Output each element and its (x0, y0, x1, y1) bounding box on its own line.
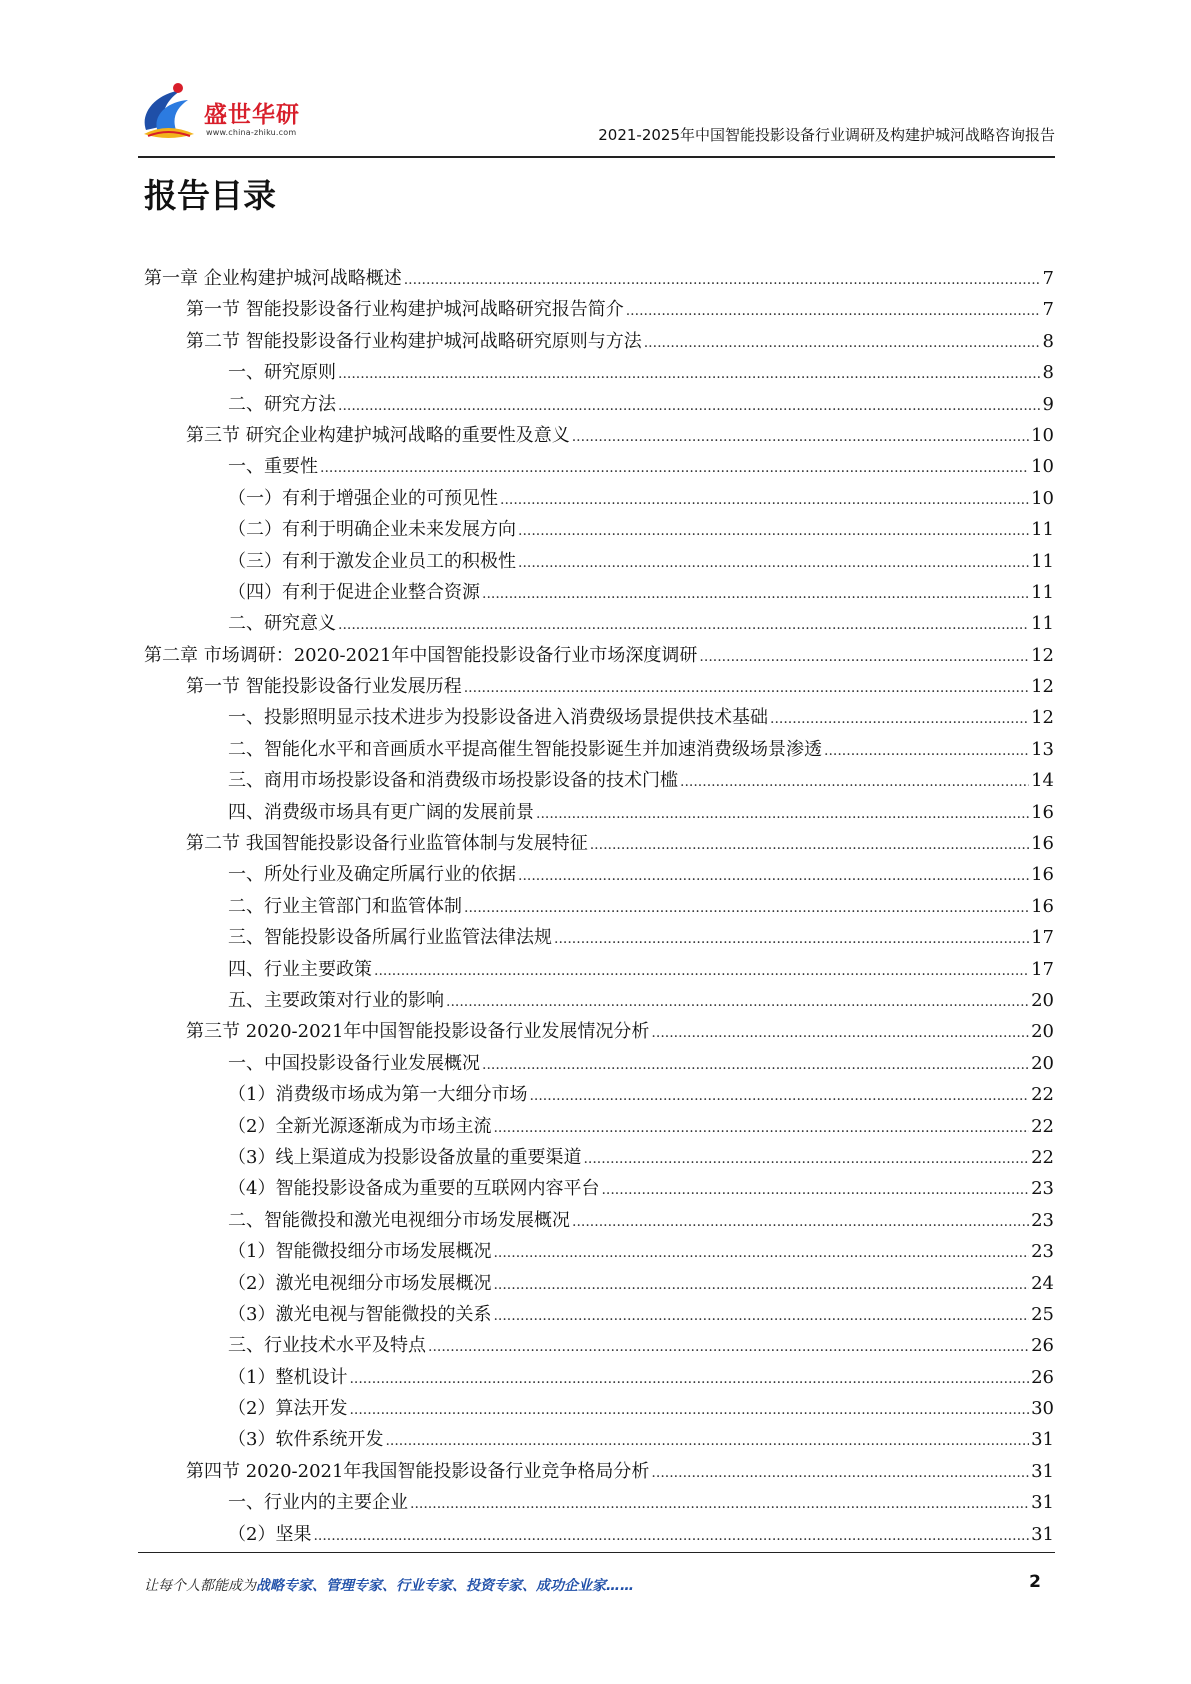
toc-entry-page: 10 (1031, 456, 1054, 478)
toc-entry[interactable] (144, 577, 1054, 608)
toc-entry-page: 16 (1031, 833, 1054, 855)
toc-leader-dots (601, 1175, 1029, 1206)
toc-leader-dots (554, 924, 1029, 955)
toc-leader-dots (493, 1113, 1029, 1144)
toc-entry-page: 20 (1031, 989, 1054, 1011)
footer-slogan (144, 1575, 634, 1595)
toc-leader-dots (651, 1458, 1029, 1489)
toc-entry-label: 三、行业技术水平及特点 (228, 1335, 426, 1357)
toc-entry-label: （2）激光电视细分市场发展概况 (228, 1272, 492, 1294)
toc-leader-dots (320, 453, 1029, 484)
toc-entry-page: 25 (1031, 1303, 1054, 1325)
toc-entry-page: 22 (1031, 1115, 1054, 1137)
toc-leader-dots (518, 516, 1029, 547)
toc-leader-dots (374, 956, 1029, 987)
toc-entry-page: 10 (1031, 424, 1054, 446)
toc-entry[interactable] (144, 608, 1054, 639)
toc-leader-dots (824, 736, 1029, 767)
toc-leader-dots (493, 1238, 1029, 1269)
toc-entry[interactable] (144, 483, 1054, 514)
toc-entry[interactable] (144, 922, 1054, 953)
toc-entry-page: 8 (1042, 362, 1054, 384)
toc-entry[interactable] (144, 1424, 1054, 1455)
toc-leader-dots (349, 1364, 1029, 1395)
toc-entry-page: 31 (1031, 1460, 1054, 1482)
toc-entry-label: 五、主要政策对行业的影响 (228, 989, 444, 1011)
toc-leader-dots (572, 1207, 1029, 1238)
toc-entry[interactable] (144, 828, 1054, 859)
toc-entry-page: 17 (1031, 958, 1054, 980)
toc-entry-label: （3）激光电视与智能微投的关系 (228, 1303, 492, 1325)
toc-entry[interactable] (144, 734, 1054, 765)
toc-entry-label: （一）有利于增强企业的可预见性 (228, 487, 498, 509)
toc-entry-page: 12 (1031, 676, 1054, 698)
page-title: 报告目录 (144, 176, 276, 215)
header-divider (138, 156, 1055, 158)
logo-url: www.china-zhiku.com (206, 128, 297, 137)
toc-leader-dots (349, 1395, 1029, 1426)
toc-entry-label: 第二节 我国智能投影设备行业监管体制与发展特征 (186, 833, 588, 855)
toc-entry-page: 22 (1031, 1146, 1054, 1168)
toc-entry-label: 四、行业主要政策 (228, 958, 372, 980)
toc-entry[interactable] (144, 671, 1054, 702)
toc-entry[interactable] (144, 954, 1054, 985)
toc-entry-label: 第三节 研究企业构建护城河战略的重要性及意义 (186, 424, 570, 446)
toc-entry[interactable] (144, 326, 1054, 357)
toc-entry[interactable] (144, 1173, 1054, 1204)
toc-entry-label: 二、行业主管部门和监管体制 (228, 895, 462, 917)
footer-slogan-prefix: 让每个人都能成为 (144, 1578, 256, 1594)
toc-entry-label: 四、消费级市场具有更广阔的发展前景 (228, 801, 534, 823)
toc-entry-page: 12 (1031, 644, 1054, 666)
toc-entry-label: （四）有利于促进企业整合资源 (228, 581, 480, 603)
toc-entry-page: 9 (1042, 393, 1054, 415)
toc-entry-label: （1）智能微投细分市场发展概况 (228, 1241, 492, 1263)
table-of-contents (144, 263, 1054, 1550)
toc-leader-dots (626, 296, 1041, 327)
toc-entry[interactable] (144, 640, 1054, 671)
toc-leader-dots (572, 422, 1029, 453)
toc-leader-dots (482, 1050, 1029, 1081)
toc-entry-label: （3）软件系统开发 (228, 1429, 384, 1451)
toc-entry[interactable] (144, 389, 1054, 420)
footer-divider (138, 1552, 1055, 1553)
toc-entry-page: 31 (1031, 1429, 1054, 1451)
toc-leader-dots (529, 1081, 1029, 1112)
toc-entry-label: 第三节 2020-2021年中国智能投影设备行业发展情况分析 (186, 1021, 650, 1043)
toc-entry-label: 一、重要性 (228, 456, 318, 478)
toc-entry-page: 14 (1031, 770, 1054, 792)
toc-entry-page: 23 (1031, 1209, 1054, 1231)
toc-entry-page: 24 (1031, 1272, 1054, 1294)
toc-entry[interactable] (144, 859, 1054, 890)
toc-entry[interactable] (144, 1142, 1054, 1173)
toc-entry-label: 三、商用市场投影设备和消费级市场投影设备的技术门槛 (228, 770, 678, 792)
toc-entry-label: （二）有利于明确企业未来发展方向 (228, 519, 516, 541)
toc-entry-page: 23 (1031, 1241, 1054, 1263)
toc-leader-dots (313, 1521, 1029, 1552)
toc-entry-label: （1）整机设计 (228, 1366, 348, 1388)
toc-entry-label: 第一节 智能投影设备行业发展历程 (186, 676, 462, 698)
toc-entry-label: （2）算法开发 (228, 1398, 348, 1420)
toc-leader-dots (644, 328, 1041, 359)
toc-entry[interactable] (144, 294, 1054, 325)
toc-entry-label: （4）智能投影设备成为重要的互联网内容平台 (228, 1178, 600, 1200)
report-title: 2021-2025年中国智能投影设备行业调研及构建护城河战略咨询报告 (598, 126, 1055, 144)
toc-entry-label: 二、研究方法 (228, 393, 336, 415)
toc-entry-page: 11 (1031, 519, 1054, 541)
toc-leader-dots (338, 359, 1041, 390)
toc-entry[interactable] (144, 1048, 1054, 1079)
toc-entry[interactable] (144, 1487, 1054, 1518)
toc-entry-page: 26 (1031, 1335, 1054, 1357)
toc-entry[interactable] (144, 1456, 1054, 1487)
toc-entry-page: 31 (1031, 1492, 1054, 1514)
toc-entry[interactable] (144, 546, 1054, 577)
toc-entry-label: 一、所处行业及确定所属行业的依据 (228, 864, 516, 886)
toc-leader-dots (500, 485, 1029, 516)
toc-leader-dots (680, 767, 1029, 798)
toc-entry[interactable] (144, 1079, 1054, 1110)
toc-leader-dots (536, 799, 1029, 830)
toc-entry[interactable] (144, 357, 1054, 388)
toc-entry-page: 11 (1031, 550, 1054, 572)
toc-entry[interactable] (144, 797, 1054, 828)
toc-entry-page: 20 (1031, 1021, 1054, 1043)
toc-entry-page: 30 (1031, 1398, 1054, 1420)
toc-leader-dots (404, 265, 1041, 296)
toc-entry-page: 11 (1031, 581, 1054, 603)
page-number: 2 (1029, 1572, 1041, 1592)
toc-entry[interactable] (144, 263, 1054, 294)
toc-entry-label: 一、中国投影设备行业发展概况 (228, 1052, 480, 1074)
toc-entry-page: 16 (1031, 895, 1054, 917)
toc-entry-page: 26 (1031, 1366, 1054, 1388)
toc-entry-page: 23 (1031, 1178, 1054, 1200)
toc-entry-label: 第二节 智能投影设备行业构建护城河战略研究原则与方法 (186, 330, 642, 352)
toc-entry-label: 第一节 智能投影设备行业构建护城河战略研究报告简介 (186, 299, 624, 321)
toc-entry[interactable] (144, 1236, 1054, 1267)
toc-leader-dots (385, 1426, 1029, 1457)
toc-leader-dots (770, 704, 1029, 735)
toc-leader-dots (493, 1270, 1029, 1301)
toc-entry[interactable] (144, 1299, 1054, 1330)
toc-leader-dots (518, 548, 1029, 579)
toc-entry-page: 7 (1042, 268, 1054, 289)
toc-entry-label: （2）全新光源逐渐成为市场主流 (228, 1115, 492, 1137)
toc-entry-label: 三、智能投影设备所属行业监管法律法规 (228, 927, 552, 949)
toc-entry-label: 一、研究原则 (228, 362, 336, 384)
toc-entry-label: （2）坚果 (228, 1523, 312, 1545)
toc-entry[interactable] (144, 451, 1054, 482)
toc-entry[interactable] (144, 1519, 1054, 1550)
toc-entry-label: 第一章 企业构建护城河战略概述 (144, 268, 402, 289)
toc-leader-dots (428, 1332, 1029, 1363)
toc-entry-label: 二、智能微投和激光电视细分市场发展概况 (228, 1209, 570, 1231)
toc-entry[interactable] (144, 1268, 1054, 1299)
toc-entry-page: 7 (1042, 299, 1054, 321)
toc-leader-dots (338, 610, 1029, 641)
toc-leader-dots (338, 391, 1041, 422)
toc-entry-page: 16 (1031, 864, 1054, 886)
toc-leader-dots (482, 579, 1029, 610)
toc-entry-page: 13 (1031, 738, 1054, 760)
toc-entry-page: 31 (1031, 1523, 1054, 1545)
toc-leader-dots (410, 1489, 1029, 1520)
toc-leader-dots (590, 830, 1029, 861)
toc-entry-page: 12 (1031, 707, 1054, 729)
toc-entry[interactable] (144, 1016, 1054, 1047)
toc-entry-label: 第二章 市场调研：2020-2021年中国智能投影设备行业市场深度调研 (144, 644, 698, 666)
toc-entry-page: 17 (1031, 927, 1054, 949)
toc-entry-label: （三）有利于激发企业员工的积极性 (228, 550, 516, 572)
toc-leader-dots (699, 642, 1029, 673)
toc-entry-page: 16 (1031, 801, 1054, 823)
toc-entry-label: 二、研究意义 (228, 613, 336, 635)
toc-entry[interactable] (144, 702, 1054, 733)
toc-entry[interactable] (144, 1205, 1054, 1236)
toc-leader-dots (464, 673, 1029, 704)
toc-entry-label: 二、智能化水平和音画质水平提高催生智能投影诞生并加速消费级场景渗透 (228, 738, 822, 760)
toc-leader-dots (464, 893, 1029, 924)
toc-entry[interactable] (144, 765, 1054, 796)
toc-entry-label: 第四节 2020-2021年我国智能投影设备行业竞争格局分析 (186, 1460, 650, 1482)
toc-entry[interactable] (144, 985, 1054, 1016)
toc-leader-dots (583, 1144, 1029, 1175)
toc-entry-label: 一、投影照明显示技术进步为投影设备进入消费级场景提供技术基础 (228, 707, 768, 729)
toc-entry[interactable] (144, 891, 1054, 922)
toc-leader-dots (446, 987, 1029, 1018)
toc-entry[interactable] (144, 1111, 1054, 1142)
footer-slogan-emphasis: 战略专家、管理专家、行业专家、投资专家、成功企业家…… (256, 1578, 634, 1594)
toc-entry-label: （1）消费级市场成为第一大细分市场 (228, 1084, 528, 1106)
toc-leader-dots (493, 1301, 1029, 1332)
toc-entry-page: 22 (1031, 1084, 1054, 1106)
toc-entry-page: 11 (1031, 613, 1054, 635)
toc-entry[interactable] (144, 420, 1054, 451)
toc-entry-label: 一、行业内的主要企业 (228, 1492, 408, 1514)
logo-text: 盛世华研 (204, 102, 300, 128)
toc-entry[interactable] (144, 514, 1054, 545)
toc-entry-label: （3）线上渠道成为投影设备放量的重要渠道 (228, 1146, 582, 1168)
toc-entry-page: 8 (1042, 330, 1054, 352)
toc-leader-dots (651, 1018, 1029, 1049)
toc-entry[interactable] (144, 1362, 1054, 1393)
toc-entry[interactable] (144, 1393, 1054, 1424)
toc-entry-page: 10 (1031, 487, 1054, 509)
toc-leader-dots (518, 861, 1029, 892)
toc-entry-page: 20 (1031, 1052, 1054, 1074)
toc-entry[interactable] (144, 1330, 1054, 1361)
